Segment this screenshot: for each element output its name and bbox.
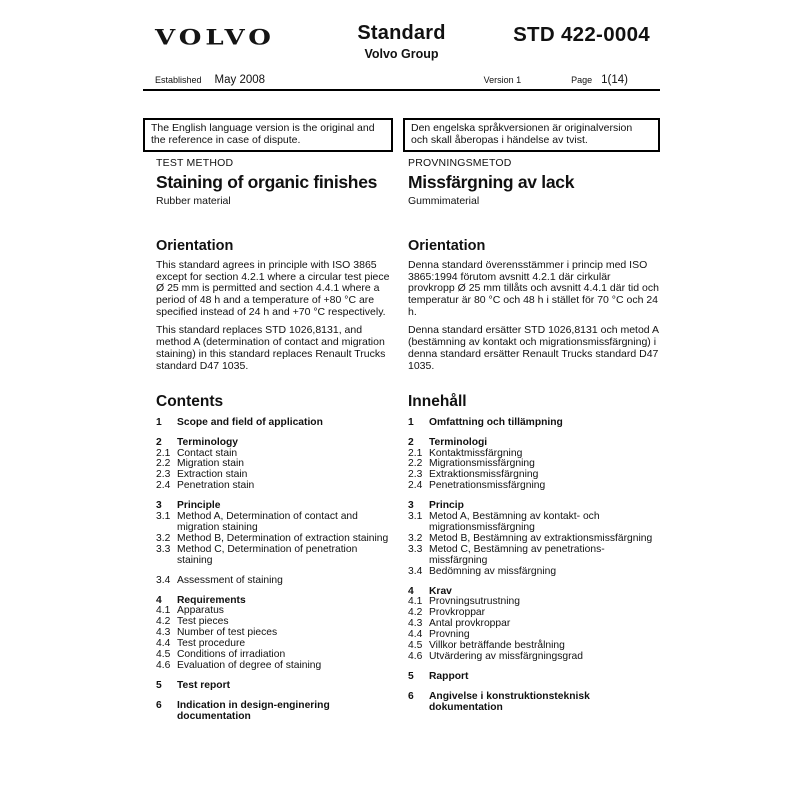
column-swedish xyxy=(403,118,660,732)
page-number: 1(14) xyxy=(601,74,628,86)
toc-item xyxy=(408,512,660,534)
page-label: Page xyxy=(571,75,593,85)
established-label: Established xyxy=(155,75,202,85)
toc-item xyxy=(156,661,393,672)
toc-item-label: Penetration stain xyxy=(177,480,255,492)
toc-item-label: Migration stain xyxy=(177,458,244,470)
toc-item xyxy=(408,481,660,492)
header-divider xyxy=(143,89,660,91)
toc-item-label: Conditions of irradiation xyxy=(177,649,286,661)
notice-box-english: The English language version is the original and the reference in case of dispute. xyxy=(143,118,393,152)
toc-item-label: Test procedure xyxy=(177,638,246,650)
toc-item-label: Requirements xyxy=(177,594,246,606)
toc-item-label: Indication in design-enginering documentation xyxy=(177,699,330,722)
toc-item-number: 2.2 xyxy=(156,458,171,470)
method-label-swedish: PROVNINGSMETOD xyxy=(408,156,512,169)
toc-group xyxy=(408,587,660,663)
toc-item xyxy=(408,545,660,567)
version-page-group xyxy=(484,74,628,86)
toc-item-number: 2 xyxy=(408,436,414,448)
toc-item-label: Number of test pieces xyxy=(177,627,278,639)
toc-item-label: Scope and field of application xyxy=(177,416,323,428)
toc-item-label: Princip xyxy=(429,500,464,512)
toc-item-number: 4.5 xyxy=(408,640,423,652)
toc-item-label: Test pieces xyxy=(177,616,229,628)
notice-box-swedish: Den engelska språkversionen är originalversion och skall åberopas i händelse av tvist. xyxy=(403,118,660,152)
toc-item-number: 4.2 xyxy=(408,607,423,619)
document-subtitle-english: Rubber material xyxy=(156,194,231,207)
toc-item-number: 4.1 xyxy=(408,596,423,608)
toc-item-label: Test report xyxy=(177,679,231,691)
orientation-heading-english: Orientation xyxy=(156,237,234,254)
established-group xyxy=(143,74,265,86)
toc-item-label: Metod C, Bestämning av penetrations-missfärgning xyxy=(429,543,605,566)
toc-item-number: 2.2 xyxy=(408,458,423,470)
toc-item-number: 4 xyxy=(156,594,162,606)
toc-item-number: 3.3 xyxy=(156,543,171,555)
column-english-body xyxy=(143,157,393,723)
toc-item-number: 2.3 xyxy=(408,469,423,481)
toc-item-label: Provningsutrustning xyxy=(429,596,521,608)
doc-type: Standard xyxy=(357,22,446,44)
toc-group xyxy=(408,438,660,493)
toc-item xyxy=(156,481,393,492)
doc-number: STD 422-0004 xyxy=(513,23,650,46)
toc-item xyxy=(156,438,393,449)
toc-group xyxy=(156,576,393,587)
contents-heading-english: Contents xyxy=(156,392,224,410)
toc-item-number: 4.4 xyxy=(156,638,171,650)
toc-item xyxy=(156,576,393,587)
toc-item-number: 6 xyxy=(156,699,162,711)
toc-group xyxy=(156,501,393,566)
orientation-paragraph: This standard replaces STD 1026,8131, and method A (determination of contact and migration staining) in this standard replaces Renault Trucks standard D47 1035. xyxy=(156,324,386,372)
toc-item-label: Kontaktmissfärgning xyxy=(429,447,523,459)
toc-item-number: 2.4 xyxy=(156,480,171,492)
toc-item xyxy=(408,692,660,714)
toc-item-number: 4.5 xyxy=(156,649,171,661)
column-swedish-body xyxy=(403,157,660,714)
orientation-heading-swedish: Orientation xyxy=(408,237,486,254)
toc-item-label: Omfattning och tillämpning xyxy=(429,416,563,428)
toc-item-number: 4.2 xyxy=(156,616,171,628)
toc-group xyxy=(156,418,393,429)
doc-type-block xyxy=(357,22,445,61)
toc-item-label: Provning xyxy=(429,629,470,641)
toc-right xyxy=(408,418,660,714)
orientation-paragraphs-right xyxy=(408,260,660,373)
toc-item-number: 6 xyxy=(408,690,414,702)
document-title-swedish: Missfärgning av lack xyxy=(408,171,575,192)
toc-item-label: Krav xyxy=(429,585,452,597)
toc-item-number: 3 xyxy=(408,500,414,512)
toc-item-label: Apparatus xyxy=(177,605,224,617)
toc-item xyxy=(408,418,660,429)
toc-item-number: 2.3 xyxy=(156,469,171,481)
toc-group xyxy=(156,681,393,692)
toc-item-number: 3 xyxy=(156,500,162,512)
toc-item-label: Principle xyxy=(177,500,221,512)
toc-item-label: Bedömning av missfärgning xyxy=(429,565,557,577)
toc-item-label: Metod B, Bestämning av extraktionsmissfärgning xyxy=(429,532,653,544)
toc-group xyxy=(156,701,393,723)
toc-item xyxy=(156,418,393,429)
orientation-paragraphs-left xyxy=(156,260,393,373)
toc-item-number: 3.4 xyxy=(156,574,171,586)
established-value: May 2008 xyxy=(214,74,266,86)
toc-item-number: 4.3 xyxy=(156,627,171,639)
toc-item xyxy=(408,652,660,663)
toc-item-number: 2.4 xyxy=(408,480,423,492)
toc-item-label: Assessment of staining xyxy=(177,574,283,586)
toc-item-label: Extraction stain xyxy=(177,469,248,481)
orientation-paragraph: This standard agrees in principle with ISO 3865 except for section 4.2.1 where a circular test piece Ø 25 mm is permitted and section 4.4.1 where a period of 48 h and a temperature of +80 °C are specified instead of 24 h and +70 °C respectively. xyxy=(156,258,390,319)
toc-item-label: Villkor beträffande bestrålning xyxy=(429,640,565,652)
toc-item xyxy=(156,701,393,723)
toc-group xyxy=(408,672,660,683)
document-title-english: Staining of organic finishes xyxy=(156,171,378,192)
toc-item-number: 1 xyxy=(408,416,414,428)
language-columns xyxy=(143,118,660,732)
toc-item-number: 1 xyxy=(156,416,162,428)
toc-item-number: 4.4 xyxy=(408,629,423,641)
toc-group xyxy=(156,438,393,493)
volvo-logo: VOLVO xyxy=(155,25,275,51)
toc-item-number: 5 xyxy=(156,679,162,691)
toc-item-number: 3.3 xyxy=(408,543,423,555)
column-english xyxy=(143,118,393,732)
toc-item xyxy=(156,512,393,534)
document-page xyxy=(143,0,660,732)
toc-item-number: 4.1 xyxy=(156,605,171,617)
toc-item-number: 4 xyxy=(408,585,414,597)
toc-item xyxy=(408,438,660,449)
toc-group xyxy=(408,501,660,577)
toc-item-number: 3.2 xyxy=(156,532,171,544)
toc-group xyxy=(408,692,660,714)
toc-item-label: Contact stain xyxy=(177,447,238,459)
toc-item-label: Metod A, Bestämning av kontakt- och migrationsmissfärgning xyxy=(429,511,600,533)
toc-item-label: Rapport xyxy=(429,670,469,682)
toc-item-label: Terminology xyxy=(177,436,239,448)
contents-heading-swedish: Innehåll xyxy=(408,392,467,410)
toc-item-number: 4.6 xyxy=(156,659,171,671)
method-label-english: TEST METHOD xyxy=(156,156,234,169)
toc-item-label: Method A, Determination of contact and migration staining xyxy=(177,511,358,533)
toc-item-label: Utvärdering av missfärgningsgrad xyxy=(429,650,583,662)
org-name: Volvo Group xyxy=(364,47,439,61)
document-header xyxy=(143,22,660,66)
toc-item-number: 2.1 xyxy=(408,447,423,459)
toc-item-label: Antal provkroppar xyxy=(429,618,511,630)
toc-item-label: Evaluation of degree of staining xyxy=(177,659,322,671)
toc-item-label: Penetrationsmissfärgning xyxy=(429,480,546,492)
toc-item-number: 3.2 xyxy=(408,532,423,544)
toc-item-number: 2 xyxy=(156,436,162,448)
toc-item xyxy=(156,681,393,692)
toc-item-label: Angivelse i konstruktionsteknisk dokumentation xyxy=(429,690,590,713)
toc-item-number: 5 xyxy=(408,670,414,682)
toc-item-number: 4.6 xyxy=(408,650,423,662)
toc-item-label: Terminologi xyxy=(429,436,488,448)
toc-item xyxy=(408,567,660,578)
toc-item-number: 4.3 xyxy=(408,618,423,630)
toc-item-label: Method B, Determination of extraction staining xyxy=(177,532,389,544)
toc-item-number: 3.1 xyxy=(156,511,171,523)
toc-left xyxy=(156,418,393,723)
toc-item-number: 2.1 xyxy=(156,447,171,459)
document-subtitle-swedish: Gummimaterial xyxy=(408,194,480,207)
header-meta-row xyxy=(143,74,660,86)
orientation-paragraph: Denna standard ersätter STD 1026,8131 och metod A (bestämning av kontakt och migrationsmissfärgning) i denna standard ersätter Renault Trucks standard D47 1035. xyxy=(408,324,659,372)
toc-group xyxy=(408,418,660,429)
toc-item xyxy=(408,672,660,683)
version-label: Version 1 xyxy=(483,75,522,85)
toc-item-number: 3.1 xyxy=(408,511,423,523)
toc-item-number: 3.4 xyxy=(408,565,423,577)
toc-item-label: Method C, Determination of penetration staining xyxy=(177,543,358,566)
toc-item xyxy=(156,545,393,567)
page-group xyxy=(571,74,628,86)
toc-item-label: Extraktionsmissfärgning xyxy=(429,469,539,481)
toc-item-label: Provkroppar xyxy=(429,607,486,619)
toc-group xyxy=(156,596,393,672)
toc-item-label: Migrationsmissfärgning xyxy=(429,458,535,470)
orientation-paragraph: Denna standard överensstämmer i princip med ISO 3865:1994 förutom avsnitt 4.2.1 där cirkulär provkropp Ø 25 mm tillåts och avsnitt 4.4.1 där tid och temperatur är 80 °C och 48 h i stället för 70 °C och 24 h. xyxy=(408,258,659,319)
